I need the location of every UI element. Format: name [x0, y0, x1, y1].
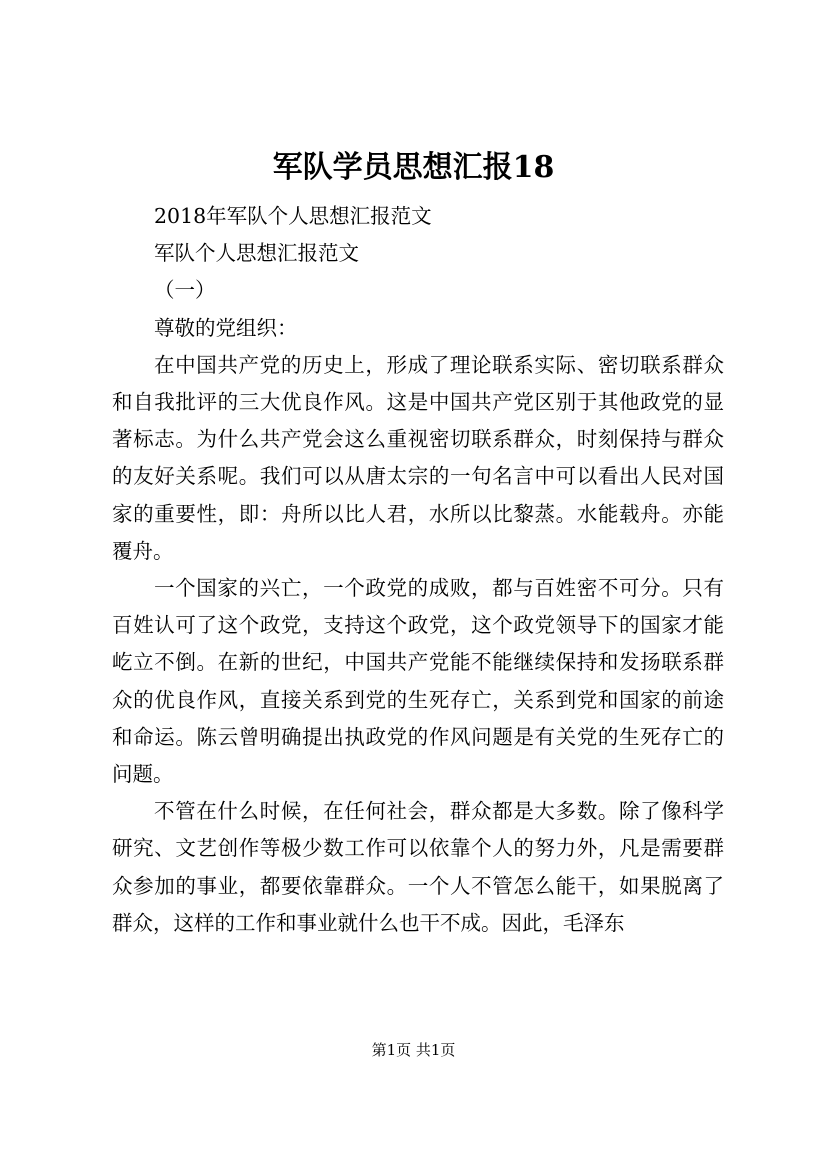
- document-body: [112, 198, 724, 942]
- paragraph-body: 在中国共产党的历史上，形成了理论联系实际、密切联系群众和自我批评的三大优良作风。这是中国共产党区别于其他政党的显著标志。为什么共产党会这么重视密切联系群众，时刻保持与群众的友好关系呢。我们可以从唐太宗的一句名言中可以看出人民对国家的重要性，即：舟所以比人君，水所以比黎蒸。水能载舟。亦能覆舟。: [112, 352, 724, 563]
- paragraph-subtitle: 军队个人思想汇报范文: [154, 241, 360, 266]
- document-title: 军队学员思想汇报18: [272, 150, 555, 185]
- paragraph-section-number: （一）: [154, 278, 216, 303]
- paragraph-subtitle-2018: 2018年军队个人思想汇报范文: [154, 204, 432, 228]
- paragraph-salutation: 尊敬的党组织：: [154, 315, 298, 340]
- paragraph-body: 不管在什么时候，在任何社会，群众都是大多数。除了像科学研究、文艺创作等极少数工作可以依靠个人的努力外，凡是需要群众参加的事业，都要依靠群众。一个人不管怎么能干，如果脱离了群众，这样的工作和事业就什么也干不成。因此，毛泽东: [112, 799, 724, 935]
- page-footer: 第1页 共1页: [371, 1041, 456, 1059]
- paragraph-body: 一个国家的兴亡，一个政党的成败，都与百姓密不可分。只有百姓认可了这个政党，支持这个政党，这个政党领导下的国家才能屹立不倒。在新的世纪，中国共产党能不能继续保持和发扬联系群众的优良作风，直接关系到党的生死存亡，关系到党和国家的前途和命运。陈云曾明确提出执政党的作风问题是有关党的生死存亡的问题。: [112, 576, 724, 787]
